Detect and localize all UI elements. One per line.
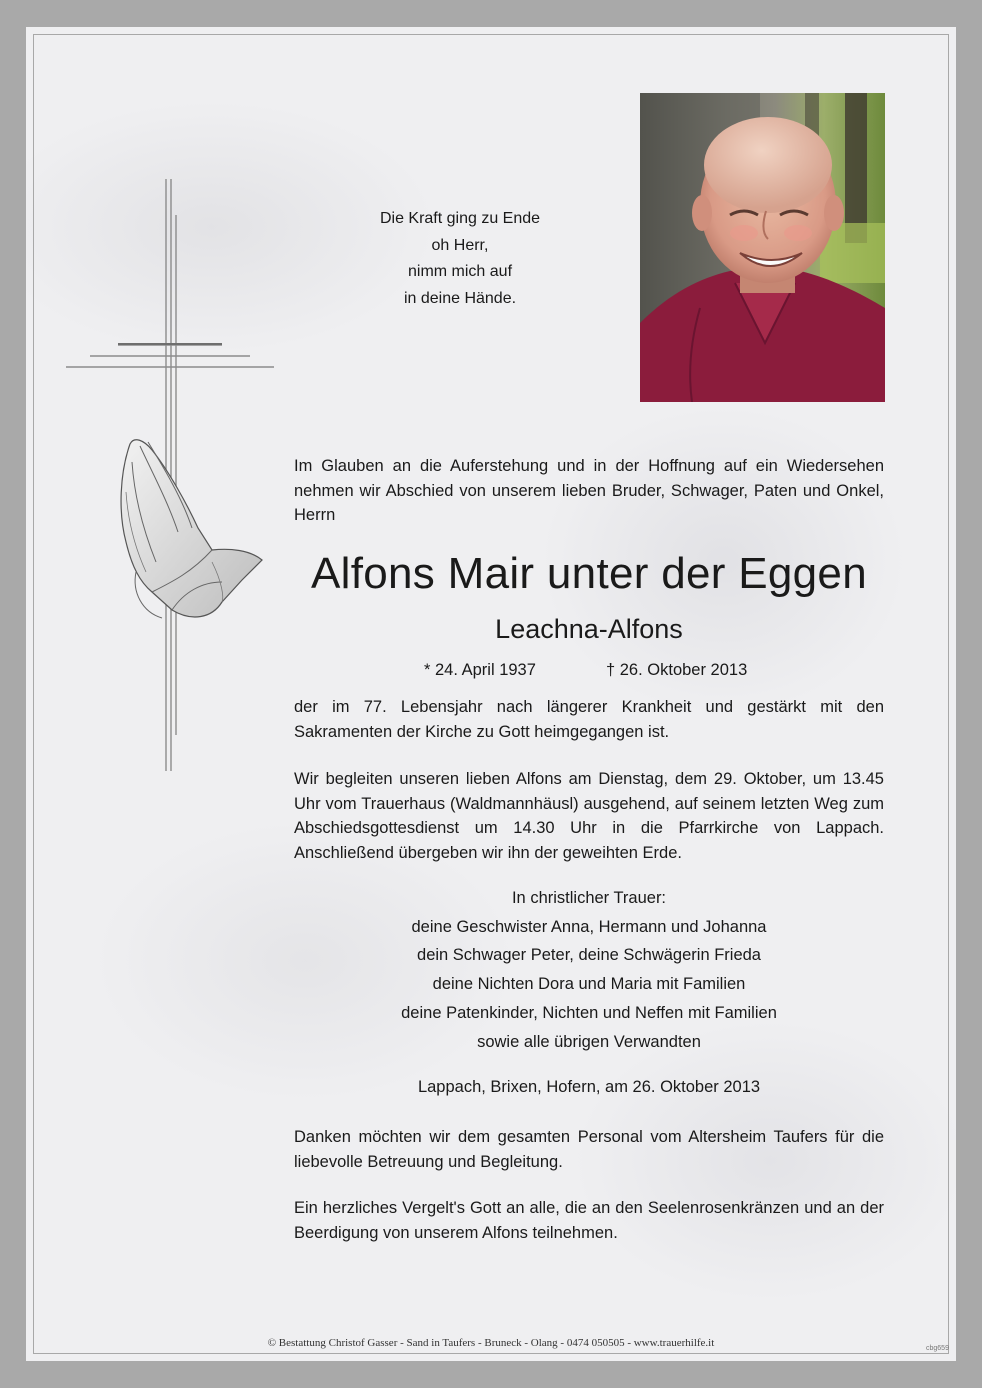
mourners-line: In christlicher Trauer: [511,889,667,907]
mourners-line: deine Patenkinder, Nichten und Neffen mit Familien [401,1003,777,1022]
funeral-text: Wir begleiten unseren lieben Alfons am Dienstag, dem 29. Oktober, um 13.45 Uhr vom Trauerhaus (Waldmannhäusl) ausgehend, auf seinem letzten Weg zum Abschiedsgottesdienst um 14.30 Uhr in die Pfarrkirche von Lappach. Anschließend übergeben wir ihn der geweihten Erde. [294,770,884,862]
verse-line: nimm mich auf [407,263,513,280]
mourners-line: deine Nichten Dora und Maria mit Familien [432,975,746,994]
verse-line: Die Kraft ging zu Ende [379,210,541,227]
praying-hands-icon [112,432,267,627]
portrait-photo [640,93,885,402]
passing-text: der im 77. Lebensjahr nach längerer Krankheit und gestärkt mit den Sakramenten der Kirche zu Gott heimgegangen ist. [294,698,884,741]
thanks-all-text: Ein herzliches Vergelt's Gott an alle, die an den Seelenrosenkränzen und an der Beerdigung von unserem Alfons teilnehmen. [294,1199,884,1242]
birth-date: * 24. April 1937 [424,661,536,679]
deceased-name: Alfons Mair unter der Eggen [311,549,867,598]
intro-text: Im Glauben an die Auferstehung und in der Hoffnung auf ein Wiedersehen nehmen wir Abschied von unserem lieben Bruder, Schwager, Paten und Onkel, Herrn [294,457,884,524]
verse-line: in deine Hände. [403,289,517,307]
design-code: cbg659 [926,1345,949,1352]
thanks-staff-text: Danken möchten wir dem gesamten Personal vom Altersheim Taufers für die liebevolle Betreuung und Begleitung. [294,1128,884,1171]
mourners-line: dein Schwager Peter, deine Schwägerin Frieda [417,946,761,965]
mourners-list [294,884,884,1056]
verse [350,206,570,312]
deceased-nickname: Leachna-Alfons [495,614,683,644]
death-date: † 26. Oktober 2013 [606,661,748,679]
place-date: Lappach, Brixen, Hofern, am 26. Oktober 2013 [417,1078,761,1096]
mourners-line: deine Geschwister Anna, Hermann und Johanna [411,917,767,936]
mourners-line: sowie alle übrigen Verwandten [477,1032,701,1051]
footer: © Bestattung Christof Gasser - Sand in Taufers - Bruneck - Olang - 0474 050505 - www.trauerhilfe.it [267,1337,715,1349]
verse-line: oh Herr, [431,236,489,254]
